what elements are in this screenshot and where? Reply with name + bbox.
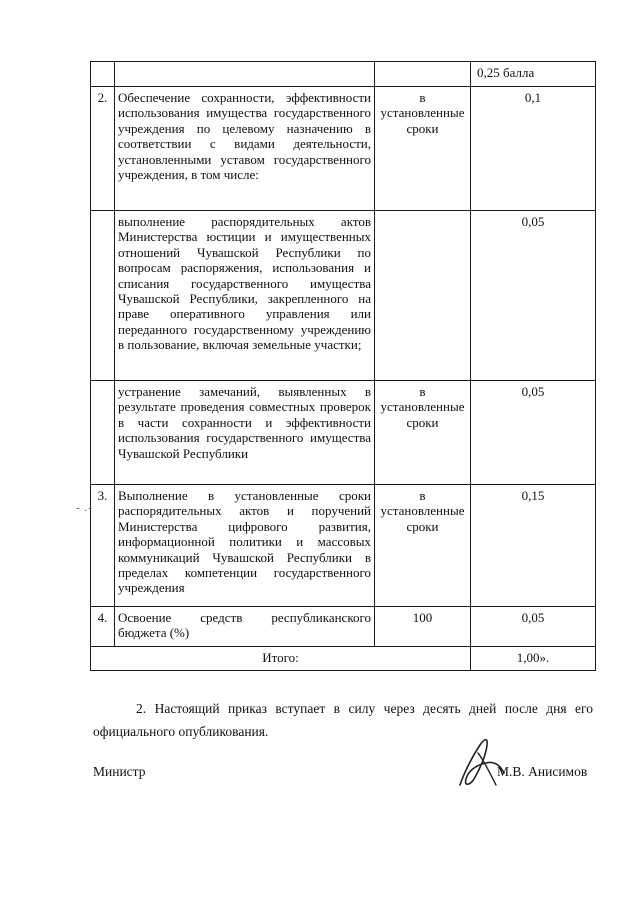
- criterion-text: [115, 62, 375, 87]
- criterion-term: [375, 62, 471, 87]
- signature-image: [450, 733, 514, 791]
- criterion-term: в установленные сроки: [375, 87, 471, 211]
- row-number: 3.: [91, 485, 115, 607]
- row-number: 4.: [91, 607, 115, 647]
- criterion-term: в установленные сроки: [375, 381, 471, 485]
- criterion-weight: 0,15: [471, 485, 596, 607]
- criterion-term: [375, 211, 471, 381]
- row-number: [91, 211, 115, 381]
- signer-position: Министр: [93, 764, 146, 779]
- signer-name: М.В. Анисимов: [497, 764, 588, 779]
- criterion-text: устранение замечаний, выявленных в результате проведения совместных проверок в части сохранности и эффективности использования государственного имущества Чувашской Республики: [115, 381, 375, 485]
- criterion-text: Освоение средств республиканского бюджета (%): [115, 607, 375, 647]
- table-row: [91, 87, 596, 211]
- table-row: [91, 607, 596, 647]
- criterion-text: выполнение распорядительных актов Министерства юстиции и имущественных отношений Чувашской Республики по вопросам распоряжения, использования и списания государственного имущества Чувашской Республики, закрепленного на праве оперативного управления или переданного государственному учреждению в пользование, включая земельные участки;: [115, 211, 375, 381]
- criterion-term: в установленные сроки: [375, 485, 471, 607]
- scan-artifact: - .-: [76, 502, 93, 514]
- criterion-weight: 0,05: [471, 211, 596, 381]
- row-number: [91, 62, 115, 87]
- table-row: [91, 381, 596, 485]
- total-label: Итого:: [91, 647, 471, 671]
- criterion-term: 100: [375, 607, 471, 647]
- criterion-weight: 0,1: [471, 87, 596, 211]
- criterion-weight: 0,25 балла: [471, 62, 596, 87]
- criterion-text: Выполнение в установленные сроки распорядительных актов и поручений Министерства цифрового развития, информационной политики и массовых коммуникаций Чувашской Республики в пределах компетенции государственного учреждения: [115, 485, 375, 607]
- table-total-row: [91, 647, 596, 671]
- table-row: [91, 62, 596, 87]
- criterion-weight: 0,05: [471, 607, 596, 647]
- criterion-text: Обеспечение сохранности, эффективности использования имущества государственного учреждения по целевому назначению в соответствии с видами деятельности, установленными уставом государственного учреждения, в том числе:: [115, 87, 375, 211]
- table-row: [91, 211, 596, 381]
- total-value: 1,00».: [471, 647, 596, 671]
- closing-paragraph: 2. Настоящий приказ вступает в силу через десять дней после дня его официального опубликования.: [93, 701, 593, 739]
- criterion-weight: 0,05: [471, 381, 596, 485]
- row-number: [91, 381, 115, 485]
- table-row: [91, 485, 596, 607]
- row-number: 2.: [91, 87, 115, 211]
- criteria-table: [90, 61, 596, 671]
